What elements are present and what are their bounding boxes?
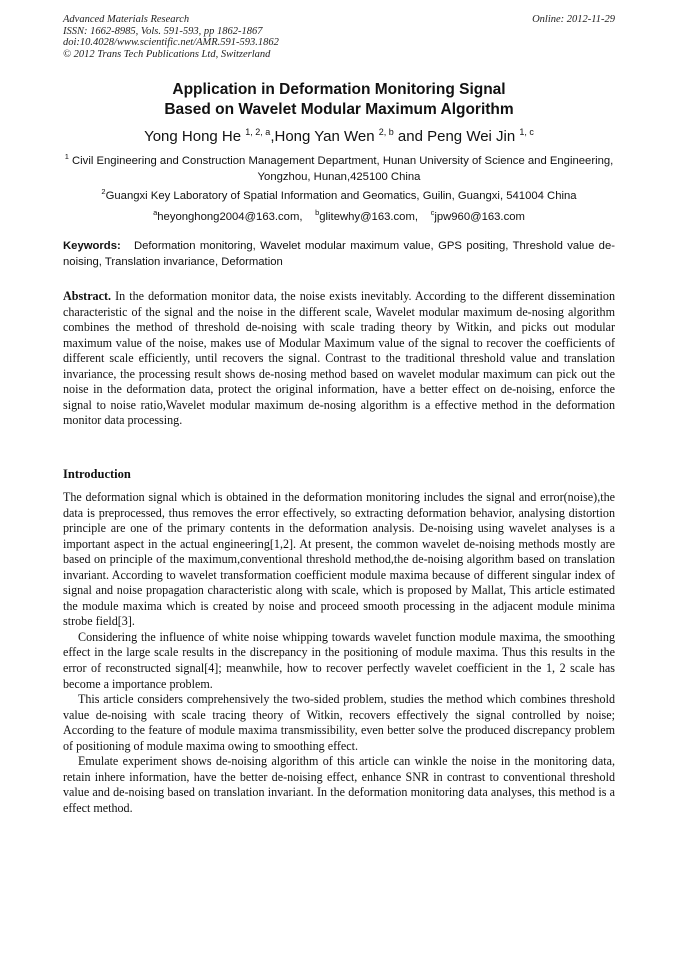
email-address: heyonghong2004@163.com,	[157, 211, 303, 223]
author-name: ,Hong Yan Wen	[270, 128, 375, 145]
abstract-label: Abstract.	[63, 289, 112, 303]
author-name: and Peng Wei Jin	[397, 128, 516, 145]
journal-name: Advanced Materials Research	[63, 14, 190, 25]
paper-title-line-1: Application in Deformation Monitoring Signal	[172, 81, 506, 98]
author-affiliation-mark: 2, b	[378, 127, 394, 137]
affiliation-mark: 1	[64, 152, 69, 161]
keywords-text: Deformation monitoring, Wavelet modular maximum value, GPS positing, Threshold value de-noising, Translation invariance, Deformation	[63, 240, 615, 268]
author-affiliation-mark: 1, c	[519, 127, 534, 137]
abstract-block	[63, 289, 615, 429]
paragraph: Emulate experiment shows de-noising algorithm of this article can winkle the noise in the monitoring data, retain inhere information, have the better de-noising effect, enhance SNR in contrast to conventional threshold value and de-noising based on translation invariant. In the deformation monitoring data analyses, this method is a effect method.	[63, 754, 615, 815]
introduction-body	[63, 490, 615, 816]
author-emails	[0, 205, 678, 225]
email-mark: b	[315, 208, 320, 217]
email-address: jpw960@163.com	[434, 211, 525, 223]
email-address: glitewhy@163.com,	[319, 211, 418, 223]
section-heading-introduction: Introduction	[63, 467, 131, 481]
keywords-block	[63, 239, 615, 270]
keywords-label: Keywords:	[63, 240, 121, 252]
paper-title-line-2: Based on Wavelet Modular Maximum Algorithm	[164, 101, 514, 118]
paragraph: The deformation signal which is obtained in the deformation monitoring includes the signal and error(noise),the data is preprocessed, thus removes the error effectively, so extracting deformation behavior, analysing distortion principle are one of the primary contents in the deformation analysis. De-noising using wavelet analyses is a important aspect in the actual engineering[1,2]. At present, the common wavelet de-noising methods mostly are based on principle of the maximum,conventional threshold method,the de-noising algorithm based on translation invariant. According to wavelet transformation coefficient module maxima because of different singular index of signal and noise propagation characteristic along with scale, which is proposed by Mallat, This article estimated the module maxima which is created by noise and proceed smooth processing in the adjacent module minima strobe field[3].	[63, 490, 615, 629]
copyright-line: © 2012 Trans Tech Publications Ltd, Switzerland	[63, 48, 271, 60]
affiliation-mark: 2	[101, 187, 106, 196]
doi-line: doi:10.4028/www.scientific.net/AMR.591-593.1862	[63, 37, 279, 48]
issn-line: ISSN: 1662-8985, Vols. 591-593, pp 1862-1867	[63, 25, 263, 37]
journal-header	[63, 14, 615, 60]
affiliation-text: Civil Engineering and Construction Management Department, Hunan University of Science and Engineering, Yongzhou, Hunan,425100 China	[72, 155, 614, 183]
email-mark: a	[153, 208, 158, 217]
paragraph: This article considers comprehensively the two-sided problem, studies the method which combines threshold value de-noising with scale tracing theory of Witkin, recovers effectively the signal controlled by noise; According to the feature of module maxima transmissibility, even better solve the produced discrepancy problem of positioning of module maxima owing to smoothing effect.	[63, 692, 615, 753]
paragraph: Considering the influence of white noise whipping towards wavelet function module maxima, the smoothing effect in the large scale results in the discrepancy in the positioning of module maxima. Thus this results in the error of reconstructed signal[4]; meanwhile, how to recover perfectly wavelet coefficient in the 1, 2 scale has become a importance problem.	[63, 629, 615, 691]
author-name: Yong Hong He	[144, 128, 242, 145]
email-mark: c	[430, 208, 435, 217]
author-list	[0, 123, 678, 146]
affiliation-1	[63, 149, 615, 185]
author-affiliation-mark: 1, 2, a	[245, 127, 271, 137]
abstract-text: In the deformation monitor data, the noise exists inevitably. According to the different dissemination characteristic of the signal and the noise in the different scale, Wavelet modular maximum de-nosing algorithm combines the method of threshold de-noising with scale trading theory by Witkin, and picks out modular maximum value of the noise, makes use of Modular Maximum value of the signal to recover the coefficients of different scale efficiently, until recovers the signal. Contrast to the traditional threshold value and translation invariance, the processing result shows de-nosing method based on wavelet modular maximum can pick out the noise in the deformation data, protect the original information, have a better effect on de-noising, enforce the signal to noise ratio,Wavelet modular maximum de-nosing algorithm is a effective method in the deformation monitor data processing.	[63, 289, 615, 428]
online-date: Online: 2012-11-29	[532, 14, 615, 25]
affiliation-text: Guangxi Key Laboratory of Spatial Information and Geomatics, Guilin, Guangxi, 541004 China	[105, 190, 577, 202]
affiliation-2	[63, 184, 615, 205]
